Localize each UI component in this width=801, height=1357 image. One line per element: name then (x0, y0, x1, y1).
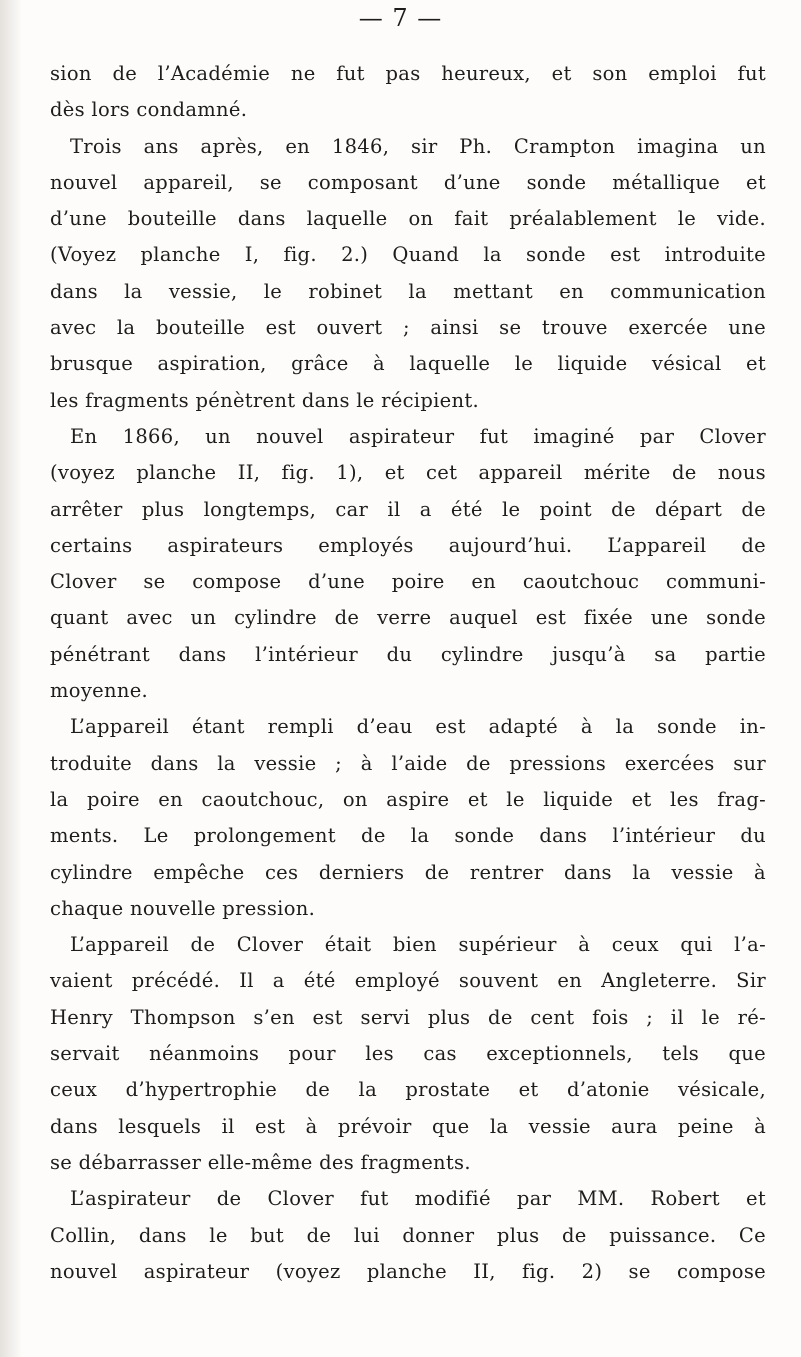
text-line: sion de l’Académie ne fut pas heureux, et son emploi fut (50, 62, 766, 85)
body-text (50, 56, 766, 1290)
text-line: nouvel aspirateur (voyez planche II, fig. 2) se compose (50, 1259, 766, 1283)
paragraph-first-line: L’aspirateur de Clover fut modifié par MM. Robert et (70, 1187, 766, 1211)
text-line: Clover se compose d’une poire en caoutchouc communi- (50, 570, 766, 594)
text-line: moyenne. (50, 679, 149, 703)
binding-gutter (0, 0, 22, 1357)
text-line: (voyez planche II, fig. 1), et cet appareil mérite de nous (50, 461, 766, 485)
text-line: se débarrasser elle-même des fragments. (50, 1150, 471, 1174)
text-line: ments. Le prolongement de la sonde dans l’intérieur du (50, 824, 766, 848)
text-line: certains aspirateurs employés aujourd’hui. L’appareil de (50, 533, 766, 557)
text-line: d’une bouteille dans laquelle on fait préalablement le vide. (50, 207, 766, 231)
text-line: ceux d’hypertrophie de la prostate et d’atonie vésicale, (50, 1078, 766, 1102)
text-line: pénétrant dans l’intérieur du cylindre jusqu’à sa partie (50, 642, 766, 666)
text-line: Henry Thompson s’en est servi plus de cent fois ; il le ré- (50, 1005, 766, 1029)
paragraph-first-line: En 1866, un nouvel aspirateur fut imaginé par Clover (70, 424, 766, 448)
text-line: avec la bouteille est ouvert ; ainsi se trouve exercée une (50, 316, 766, 340)
text-line: Collin, dans le but de lui donner plus de puissance. Ce (50, 1223, 766, 1247)
text-line: vaient précédé. Il a été employé souvent en Angleterre. Sir (50, 969, 766, 993)
text-line: dès lors condamné. (50, 98, 248, 122)
text-line: servait néanmoins pour les cas exceptionnels, tels que (50, 1042, 766, 1066)
text-line: les fragments pénètrent dans le récipient. (50, 388, 479, 412)
text-line: cylindre empêche ces derniers de rentrer dans la vessie à (50, 860, 766, 884)
text-line: brusque aspiration, grâce à laquelle le liquide vésical et (50, 352, 766, 376)
text-line: (Voyez planche I, fig. 2.) Quand la sonde est introduite (50, 243, 766, 267)
text-line: la poire en caoutchouc, on aspire et le liquide et les frag- (50, 787, 766, 811)
text-line: chaque nouvelle pression. (50, 896, 316, 920)
paragraph-first-line: Trois ans après, en 1846, sir Ph. Crampton imagina un (70, 134, 766, 158)
text-line: dans lesquels il est à prévoir que la vessie aura peine à (50, 1114, 766, 1138)
paragraph-first-line: L’appareil étant rempli d’eau est adapté à la sonde in- (70, 715, 766, 739)
text-line: troduite dans la vessie ; à l’aide de pressions exercées sur (50, 751, 766, 775)
text-line: quant avec un cylindre de verre auquel est fixée une sonde (50, 606, 766, 630)
text-line: arrêter plus longtemps, car il a été le point de départ de (50, 497, 766, 521)
page-number: — 7 — (358, 4, 443, 32)
text-line: dans la vessie, le robinet la mettant en communication (50, 279, 766, 303)
text-line: nouvel appareil, se composant d’une sonde métallique et (50, 170, 766, 194)
paragraph-first-line: L’appareil de Clover était bien supérieur à ceux qui l’a- (70, 933, 766, 957)
